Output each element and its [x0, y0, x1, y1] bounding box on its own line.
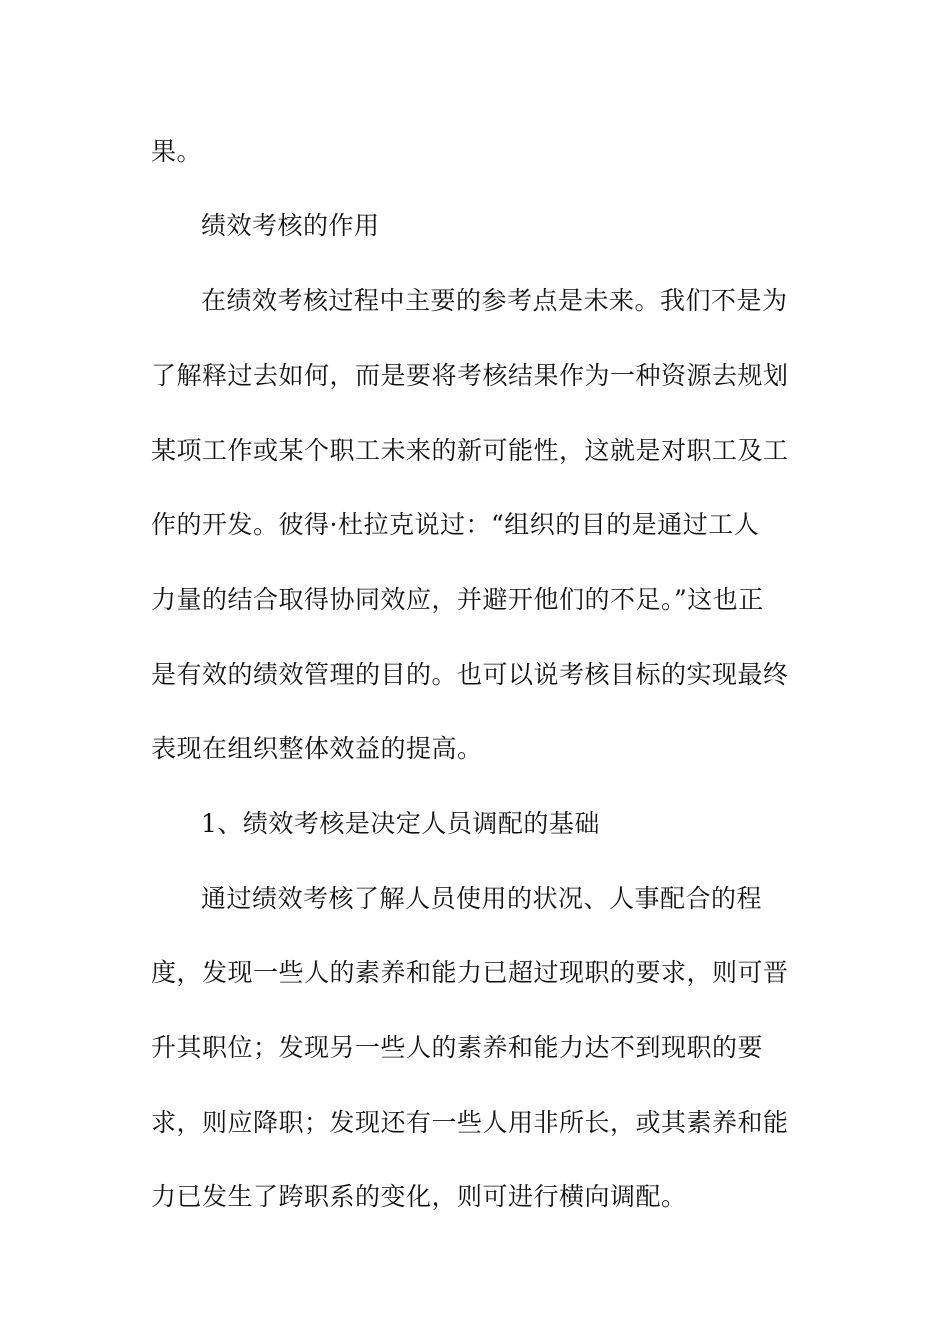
- text-line: 求，则应降职；发现还有一些人用非所长，或其素养和能: [151, 1108, 789, 1137]
- text-line: 了解释过去如何，而是要将考核结果作为一种资源去规划: [151, 361, 789, 390]
- text-line: 表现在组织整体效益的提高。: [151, 734, 483, 763]
- text-line: 升其职位；发现另一些人的素养和能力达不到现职的要: [151, 1033, 764, 1062]
- text-line: 通过绩效考核了解人员使用的状况、人事配合的程: [201, 884, 763, 913]
- text-line: 度，发现一些人的素养和能力已超过现职的要求，则可晋: [151, 958, 789, 987]
- text-line: 在绩效考核过程中主要的参考点是未来。我们不是为: [201, 286, 788, 315]
- text-line: 作的开发。彼得·杜拉克说过：“组织的目的是通过工人: [151, 510, 760, 539]
- text-line: 果。: [151, 137, 203, 166]
- section-heading: 绩效考核的作用: [201, 211, 380, 240]
- text-line: 力已发生了跨职系的变化，则可进行横向调配。: [151, 1182, 687, 1211]
- text-line: 力量的结合取得协同效应，并避开他们的不足。”这也正: [151, 585, 764, 614]
- section-heading: 1、绩效考核是决定人员调配的基础: [201, 809, 600, 838]
- text-line: 某项工作或某个职工未来的新可能性，这就是对职工及工: [151, 436, 789, 465]
- text-line: 是有效的绩效管理的目的。也可以说考核目标的实现最终: [151, 660, 789, 689]
